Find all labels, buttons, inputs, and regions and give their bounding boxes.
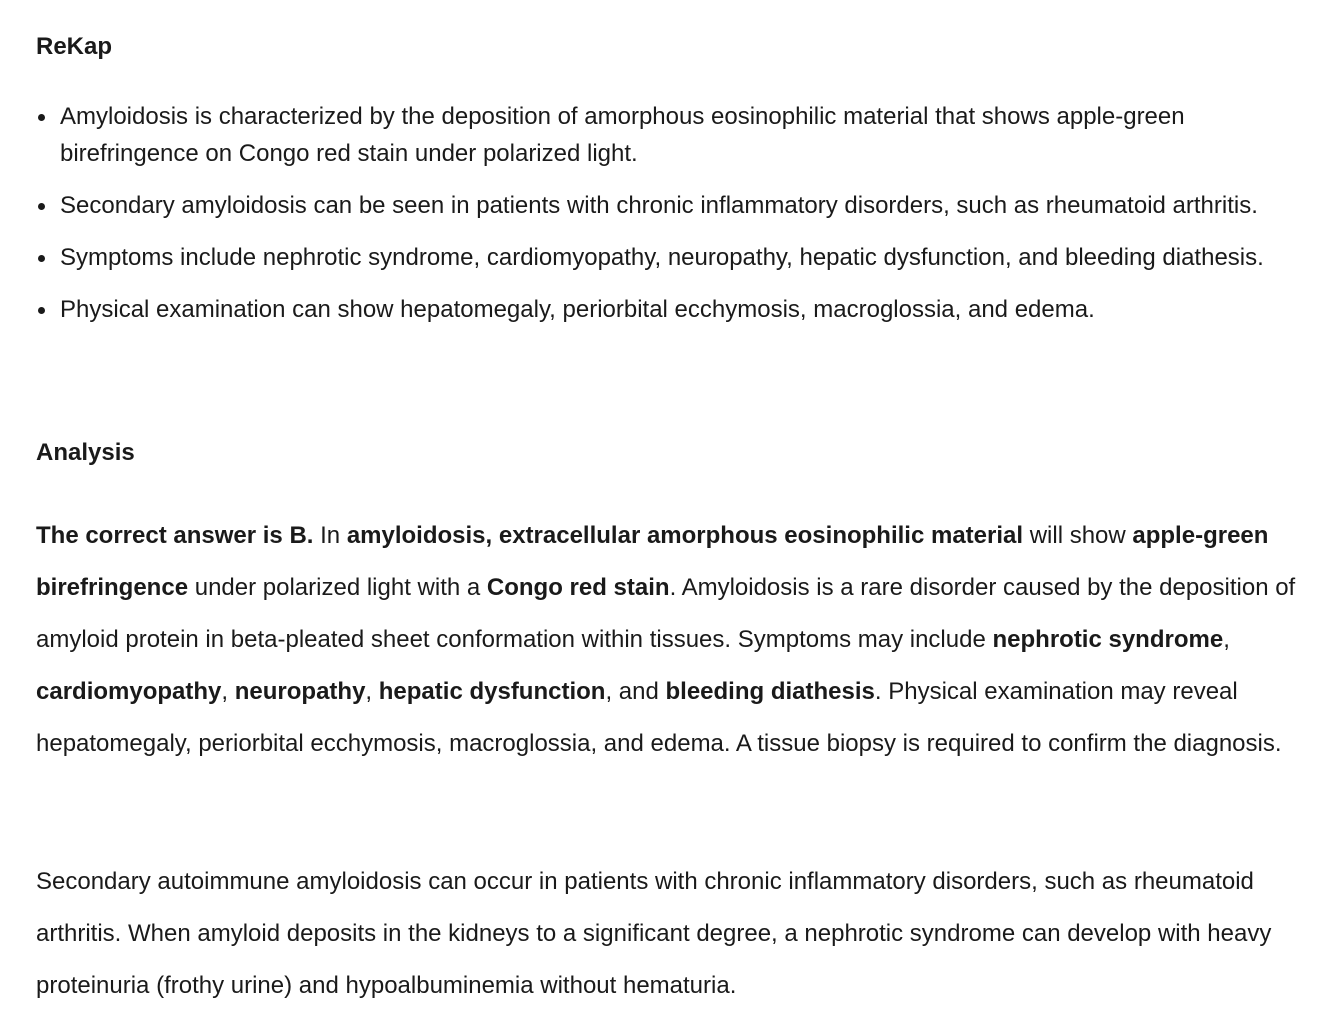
analysis-paragraph-1 [36,510,1298,770]
text-span: . Physical examination may reveal hepatomegaly, periorbital ecchymosis, macroglossia, and edema. A tissue biopsy is required to confirm the diagnosis. [36,678,1282,757]
bold-term: amyloidosis, extracellular amorphous eosinophilic material [346,522,1024,549]
bold-term: Congo red stain [486,574,670,601]
text-span: . Amyloidosis is a rare disorder caused by the deposition of amyloid protein in beta-pleated sheet conformation within tissues. Symptoms may include [36,574,1296,653]
text-span: , [365,678,379,705]
bold-term: neuropathy [234,678,366,705]
rekap-heading: ReKap [36,33,113,60]
bold-term: cardiomyopathy [36,678,222,705]
bold-term: hepatic dysfunction [378,678,606,705]
text-span: under polarized light with a [188,574,487,601]
text-span: will show [1023,522,1133,549]
analysis-paragraph-2: Secondary autoimmune amyloidosis can occur in patients with chronic inflammatory disorders, such as rheumatoid arthritis. When amyloid deposits in the kidneys to a significant degree, a nephrotic syndrome can develop with heavy proteinuria (frothy urine) and hypoalbuminemia without hematuria. [36,868,1272,999]
bold-term: bleeding diathesis [665,678,875,705]
rekap-bullet-1: Amyloidosis is characterized by the deposition of amorphous eosinophilic material that shows apple-green birefringence on Congo red stain under polarized light. [36,98,1298,172]
rekap-bullet-2: Secondary amyloidosis can be seen in patients with chronic inflammatory disorders, such as rheumatoid arthritis. [36,187,1298,224]
bold-term: apple-green birefringence [36,522,1269,601]
text-span: , [1223,626,1230,653]
text-span: , and [605,678,666,705]
correct-answer-text: The correct answer is B. [36,522,314,549]
rekap-bullet-4: Physical examination can show hepatomegaly, periorbital ecchymosis, macroglossia, and edema. [36,291,1298,328]
text-span: In [313,522,347,549]
rekap-bullet-list [36,98,1298,343]
text-span: , [221,678,235,705]
analysis-heading: Analysis [36,439,135,466]
bold-term: nephrotic syndrome [992,626,1224,653]
rekap-bullet-3: Symptoms include nephrotic syndrome, cardiomyopathy, neuropathy, hepatic dysfunction, and bleeding diathesis. [36,239,1298,276]
